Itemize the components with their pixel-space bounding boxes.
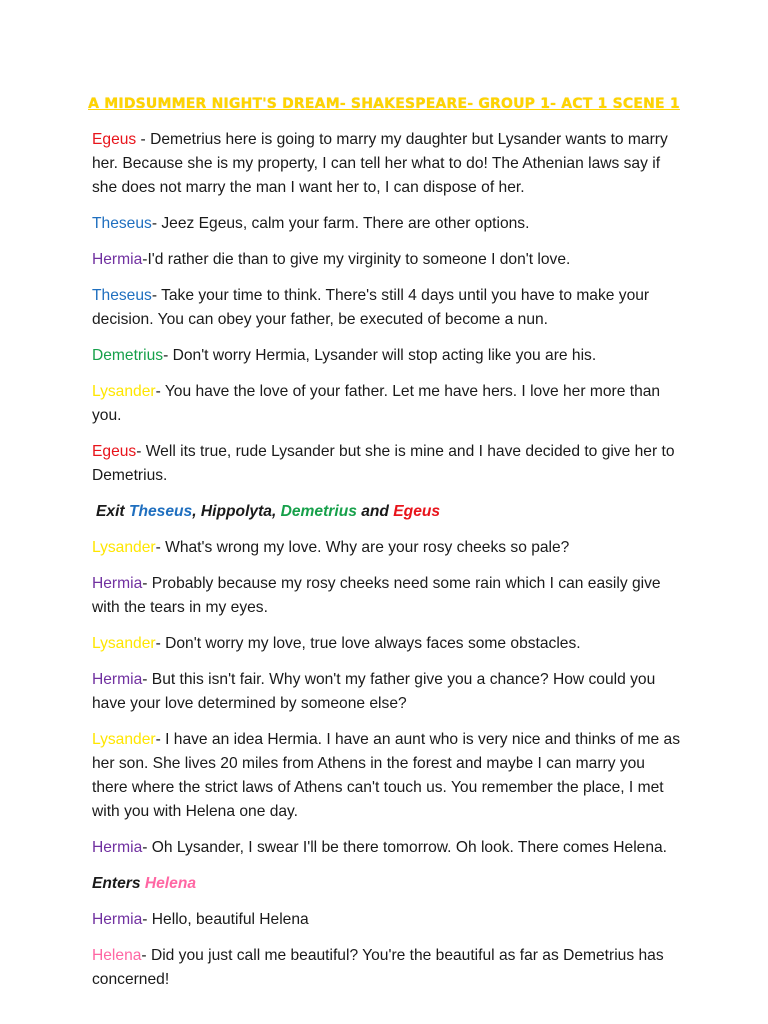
stage-name: Demetrius [280,503,357,520]
separator: - [142,911,152,928]
separator: - [142,251,148,268]
speaker-name: Demetrius [92,347,164,364]
stage-name: Hippolyta, [200,503,281,520]
dialogue-text: But this isn't fair. Why won't my father give you a chance? How could you have your love determined by someone else? [92,671,656,712]
stage-name: Egeus [393,503,441,520]
speaker-name: Egeus [92,443,137,460]
dialogue-text: Don't worry my love, true love always faces some obstacles. [165,635,581,652]
separator: - [142,671,152,688]
stage-name: Helena [144,875,197,892]
stage-direction-exit [92,500,682,524]
dialogue-line [92,632,682,656]
speaker-name: Lysander [92,383,156,400]
speaker-name: Hermia [92,251,143,268]
speaker-name: Hermia [92,911,143,928]
speaker-name: Helena [92,947,142,964]
stage-word: Exit [96,503,125,520]
separator: - [141,947,151,964]
dialogue-line [92,536,682,560]
speaker-name: Theseus [92,287,152,304]
dialogue-text: Probably because my rosy cheeks need some rain which I can easily give with the tears in my eyes. [92,575,661,616]
speaker-name: Egeus [92,131,137,148]
dialogue-text: Jeez Egeus, calm your farm. There are other options. [161,215,530,232]
dialogue-line [92,668,682,716]
script-body [92,128,682,1004]
speaker-name: Lysander [92,539,156,556]
separator: - [155,635,166,652]
dialogue-line [92,380,682,428]
dialogue-line [92,128,682,200]
dialogue-text: Well its true, rude Lysander but she is mine and I have decided to give her to Demetrius. [92,443,675,484]
dialogue-text: You have the love of your father. Let me have hers. I love her more than you. [92,383,661,424]
dialogue-text: Take your time to think. There's still 4 days until you have to make your decision. You can obey your father, be executed of become a nun. [92,287,650,328]
separator: - [142,575,152,592]
dialogue-line [92,836,682,860]
dialogue-line [92,212,682,236]
separator: - [142,839,152,856]
dialogue-line [92,944,682,992]
dialogue-text: Don't worry Hermia, Lysander will stop acting like you are his. [172,347,597,364]
dialogue-line [92,440,682,488]
speaker-name: Hermia [92,671,143,688]
dialogue-text: Did you just call me beautiful? You're the beautiful as far as Demetrius has concerned! [92,947,664,988]
document-title: A MIDSUMMER NIGHT'S DREAM- SHAKESPEARE- GROUP 1- ACT 1 SCENE 1 [88,96,680,112]
speaker-name: Lysander [92,731,156,748]
separator: - [136,131,151,148]
speaker-name: Hermia [92,575,143,592]
stage-separator: and [356,503,394,520]
dialogue-line [92,728,682,824]
dialogue-text: What's wrong my love. Why are your rosy cheeks so pale? [165,539,570,556]
stage-separator: , [192,503,201,520]
stage-word: Enters [92,875,145,892]
speaker-name: Lysander [92,635,156,652]
dialogue-line [92,248,682,272]
speaker-name: Hermia [92,839,143,856]
dialogue-text: Oh Lysander, I swear I'll be there tomorrow. Oh look. There comes Helena. [151,839,668,856]
separator: - [155,383,165,400]
speaker-name: Theseus [92,215,152,232]
dialogue-text: Hello, beautiful Helena [151,911,309,928]
separator: - [155,539,166,556]
dialogue-line [92,284,682,332]
stage-direction-enters [92,872,682,896]
separator: - [155,731,166,748]
stage-name: Theseus [128,503,193,520]
separator: - [151,287,162,304]
dialogue-line [92,344,682,368]
separator: - [151,215,162,232]
dialogue-text: Demetrius here is going to marry my daughter but Lysander wants to marry her. Because she is my property, I can tell her what to do! The Athenian laws say if she does not marry the man I want her to, I can dispose of her. [92,131,668,196]
dialogue-line [92,572,682,620]
dialogue-text: I'd rather die than to give my virginity to someone I don't love. [147,251,571,268]
separator: - [136,443,146,460]
dialogue-line [92,908,682,932]
dialogue-text: I have an idea Hermia. I have an aunt who is very nice and thinks of me as her son. She lives 20 miles from Athens in the forest and maybe I can marry you there where the strict laws of Athens can't touch us. You remember the place, I met with you with Helena one day. [92,731,680,820]
separator: - [163,347,173,364]
